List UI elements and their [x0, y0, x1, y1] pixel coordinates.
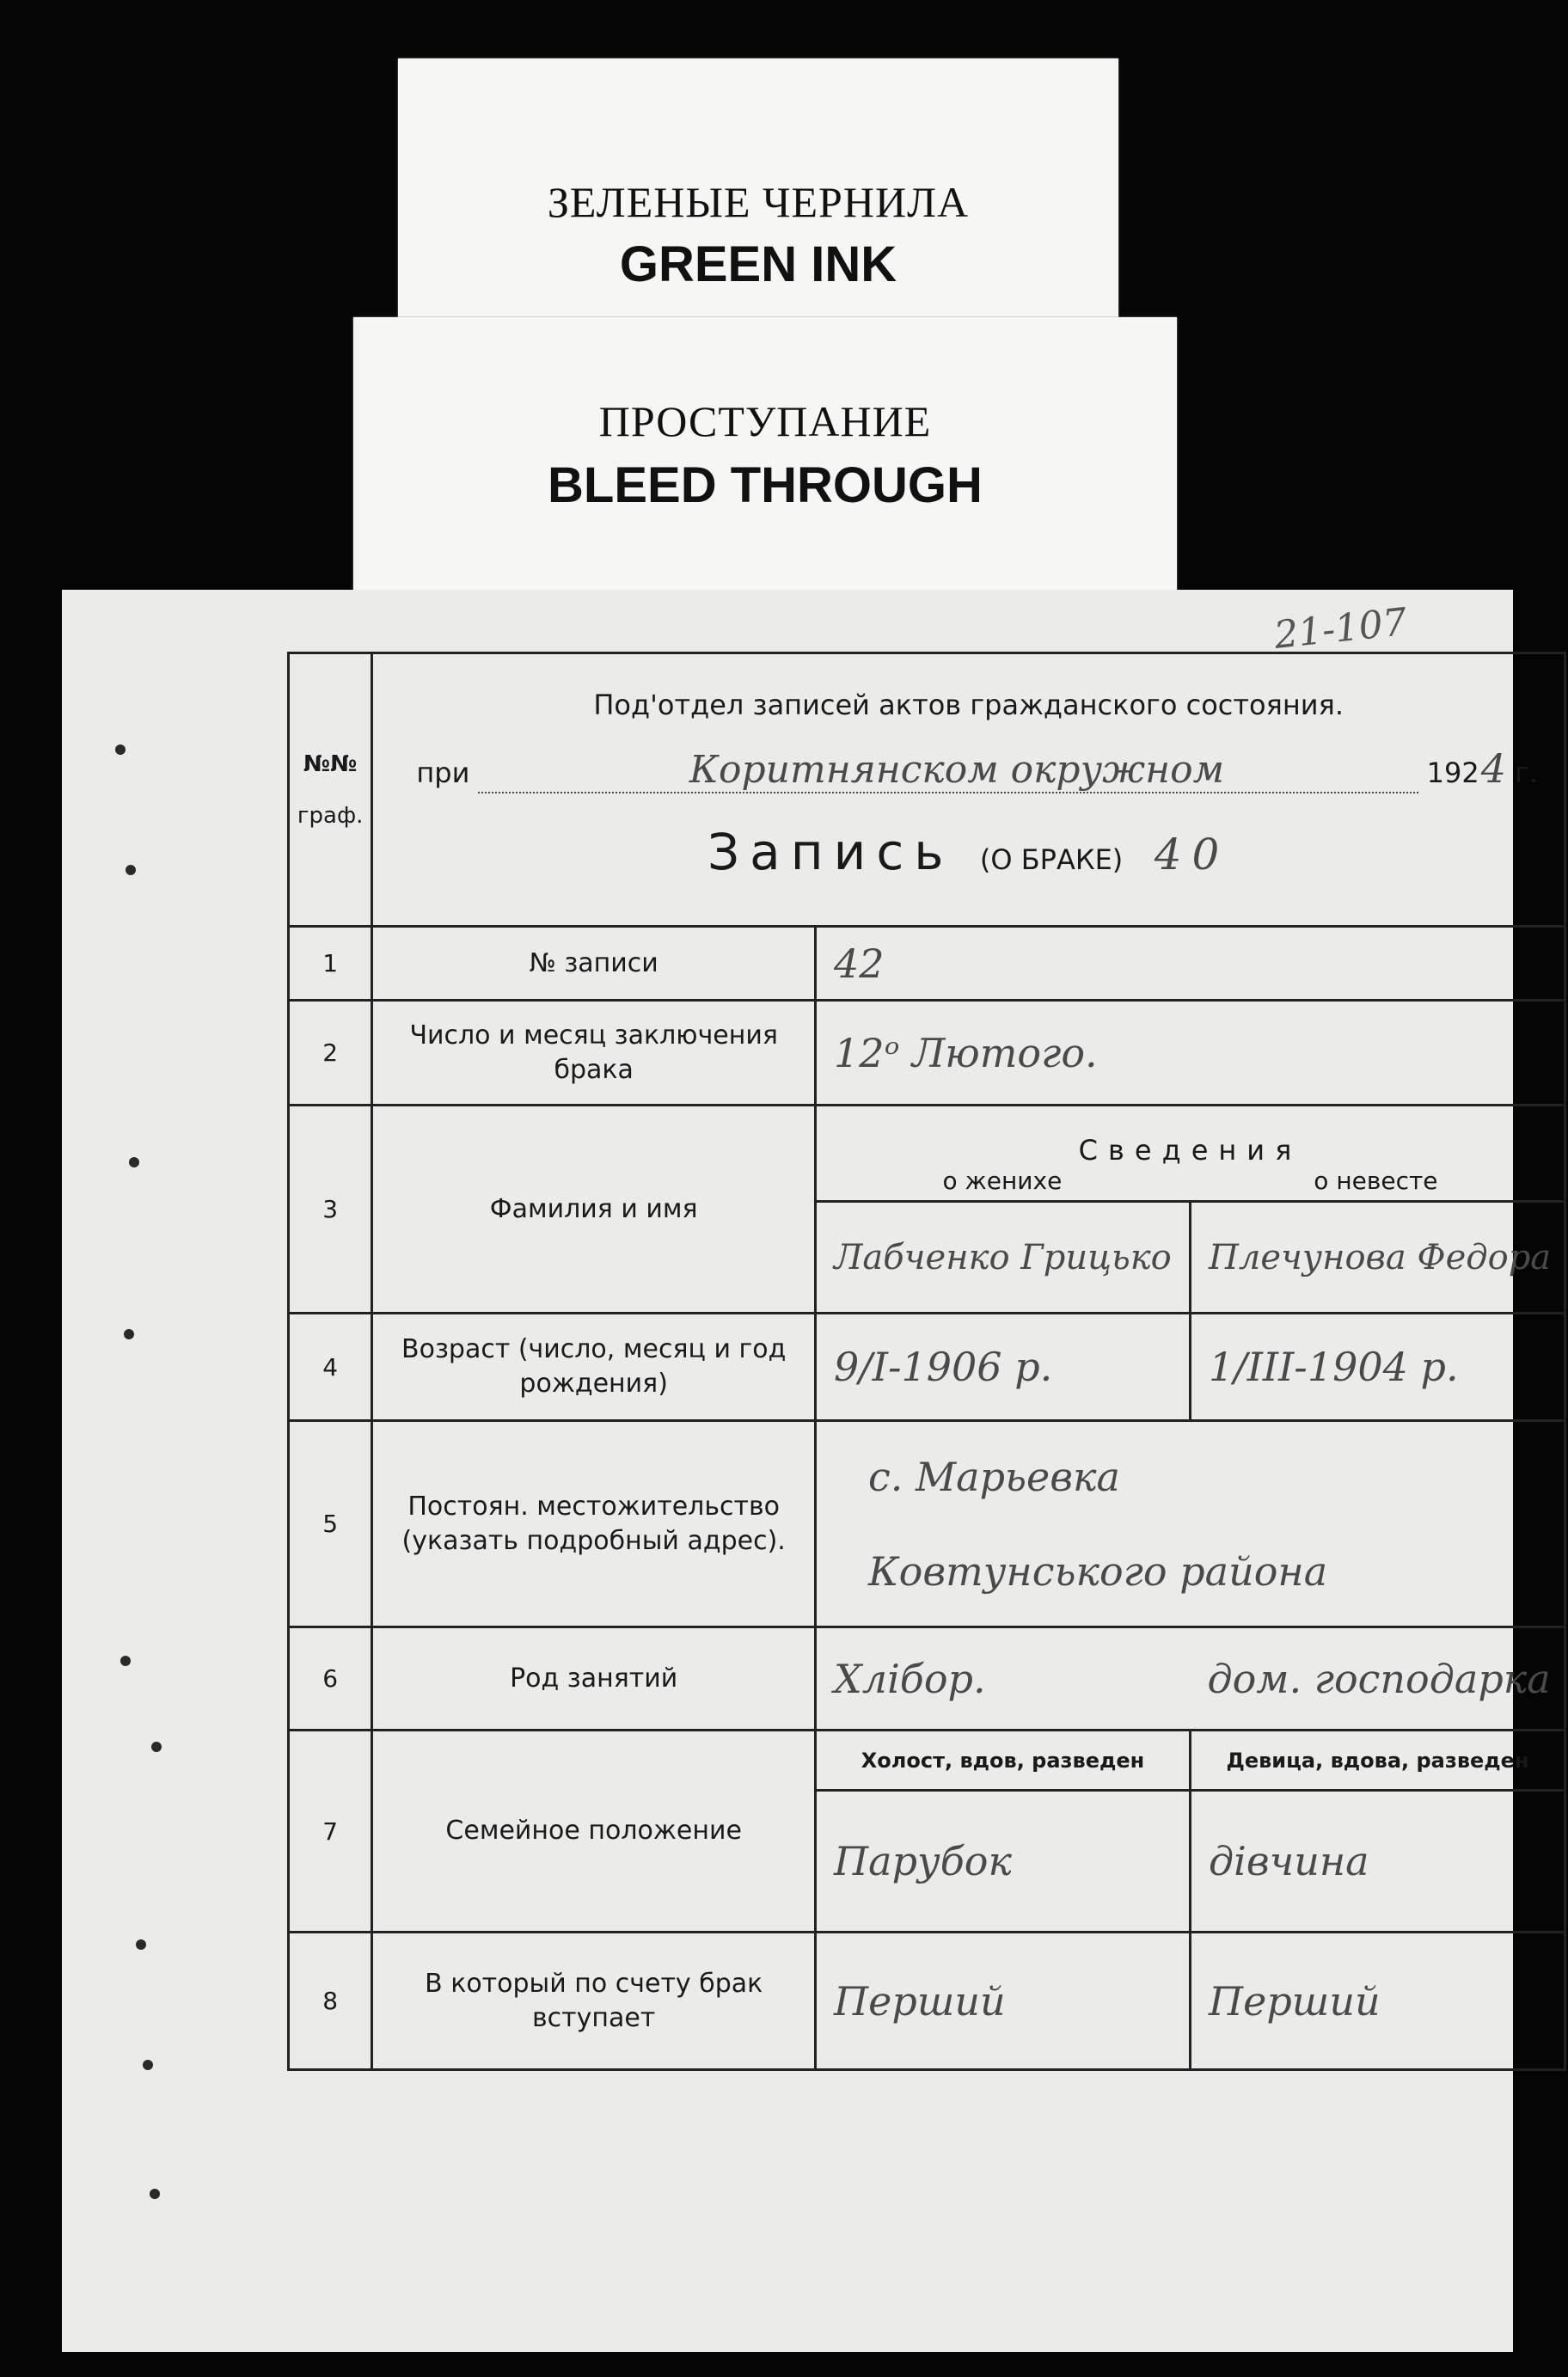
form-header: [372, 653, 1565, 927]
groom-marital-value: Парубок: [834, 1838, 1012, 1884]
office-name-value: Коритнянском окружном: [478, 748, 1418, 793]
bride-name-cell: [1191, 1202, 1565, 1314]
marriage-record-form: [287, 652, 1566, 2071]
form-header-row: [289, 653, 1565, 927]
row-value: [816, 1001, 1565, 1106]
row-value: [816, 927, 1565, 1001]
row-label: Фамилия и имя: [372, 1106, 816, 1314]
row-label: В который по счету брак вступает: [372, 1933, 816, 2070]
table-row: [289, 1731, 1565, 1791]
groom-occupation-value: Хлібор.: [834, 1655, 986, 1702]
svedeniya-header: [816, 1106, 1565, 1202]
pri-label: при: [416, 757, 470, 789]
row-number: 2: [289, 1001, 372, 1106]
record-number: 40: [1154, 830, 1230, 879]
year-unit: г.: [1515, 757, 1538, 789]
green-ink-label-ru: ЗЕЛЕНЫЕ ЧЕРНИЛА: [547, 178, 970, 226]
office-line: [373, 745, 1564, 793]
table-row: [289, 1314, 1565, 1421]
bride-occupation-value: дом. господарка: [1207, 1655, 1551, 1702]
marriage-date-value: 12ᵒ Лютого.: [834, 1029, 1098, 1076]
row-label: Постоян. местожительство (указать подробный адрес).: [372, 1421, 816, 1627]
column-number-label: №№: [303, 750, 358, 777]
row-number: 7: [289, 1731, 372, 1933]
page-number: 21-107: [1271, 600, 1410, 658]
bleed-through-label-ru: ПРОСТУПАНИЕ: [598, 397, 932, 445]
groom-marriage-count-value: Перший: [834, 1977, 1006, 2025]
bride-birthdate-cell: [1191, 1314, 1565, 1421]
bride-subhead: о невесте: [1314, 1167, 1438, 1195]
row-number: 3: [289, 1106, 372, 1314]
bride-occupation-cell: [1191, 1627, 1565, 1731]
column-graf-label: граф.: [297, 802, 364, 829]
row-label: Семейное положение: [372, 1731, 816, 1933]
groom-name-value: Лабченко Грицько: [834, 1237, 1172, 1277]
row-label: Число и месяц заключения брака: [372, 1001, 816, 1106]
groom-marriage-count-cell: [816, 1933, 1191, 2070]
row-number: 1: [289, 927, 372, 1001]
bride-marital-header: Девица, вдова, разведен: [1191, 1731, 1565, 1791]
bride-marital-value: дівчина: [1209, 1838, 1369, 1884]
residence-value: с. Марьевка Ковтунського района: [868, 1453, 1328, 1595]
record-number-value: 42: [834, 940, 885, 987]
table-row: [289, 1106, 1565, 1202]
bleed-through-label-en: BLEED THROUGH: [548, 457, 983, 513]
row-number: 8: [289, 1933, 372, 2070]
year-suffix: 4: [1480, 745, 1507, 792]
svedeniya-title: Сведения: [1078, 1134, 1302, 1167]
green-ink-label-en: GREEN INK: [619, 236, 897, 292]
row-label: № записи: [372, 927, 816, 1001]
document-sheet: [62, 590, 1552, 2352]
year-prefix: 192: [1426, 757, 1479, 789]
bride-birthdate-value: 1/III-1904 р.: [1209, 1344, 1459, 1390]
table-row: [289, 1421, 1565, 1627]
groom-marital-cell: [816, 1791, 1191, 1933]
groom-birthdate-value: 9/I-1906 р.: [834, 1344, 1053, 1390]
row-number: 4: [289, 1314, 372, 1421]
table-row: [289, 1001, 1565, 1106]
column-number-header: [289, 653, 372, 927]
groom-birthdate-cell: [816, 1314, 1191, 1421]
office-title: Под'отдел записей актов гражданского состояния.: [593, 689, 1344, 721]
row-number: 6: [289, 1627, 372, 1731]
groom-subhead: о женихе: [942, 1167, 1063, 1195]
green-ink-card: [398, 58, 1118, 342]
groom-marital-header: Холост, вдов, разведен: [816, 1731, 1191, 1791]
bride-marriage-count-value: Перший: [1209, 1977, 1381, 2025]
row-number: 5: [289, 1421, 372, 1627]
groom-name-cell: [816, 1202, 1191, 1314]
row-label: Род занятий: [372, 1627, 816, 1731]
bleed-through-card: [353, 317, 1177, 591]
bride-marital-cell: [1191, 1791, 1565, 1933]
table-row: [289, 1933, 1565, 2070]
row-value: [816, 1421, 1565, 1627]
groom-occupation-cell: [816, 1627, 1191, 1731]
record-heading: [373, 823, 1564, 881]
svedeniya-subheads: [817, 1167, 1564, 1200]
row-label: Возраст (число, месяц и год рождения): [372, 1314, 816, 1421]
table-row: [289, 1627, 1565, 1731]
record-type: (О БРАКЕ): [979, 843, 1124, 876]
record-word: Запись: [707, 823, 954, 881]
bride-name-value: Плечунова Федора: [1209, 1237, 1552, 1277]
bride-marriage-count-cell: [1191, 1933, 1565, 2070]
table-row: [289, 927, 1565, 1001]
